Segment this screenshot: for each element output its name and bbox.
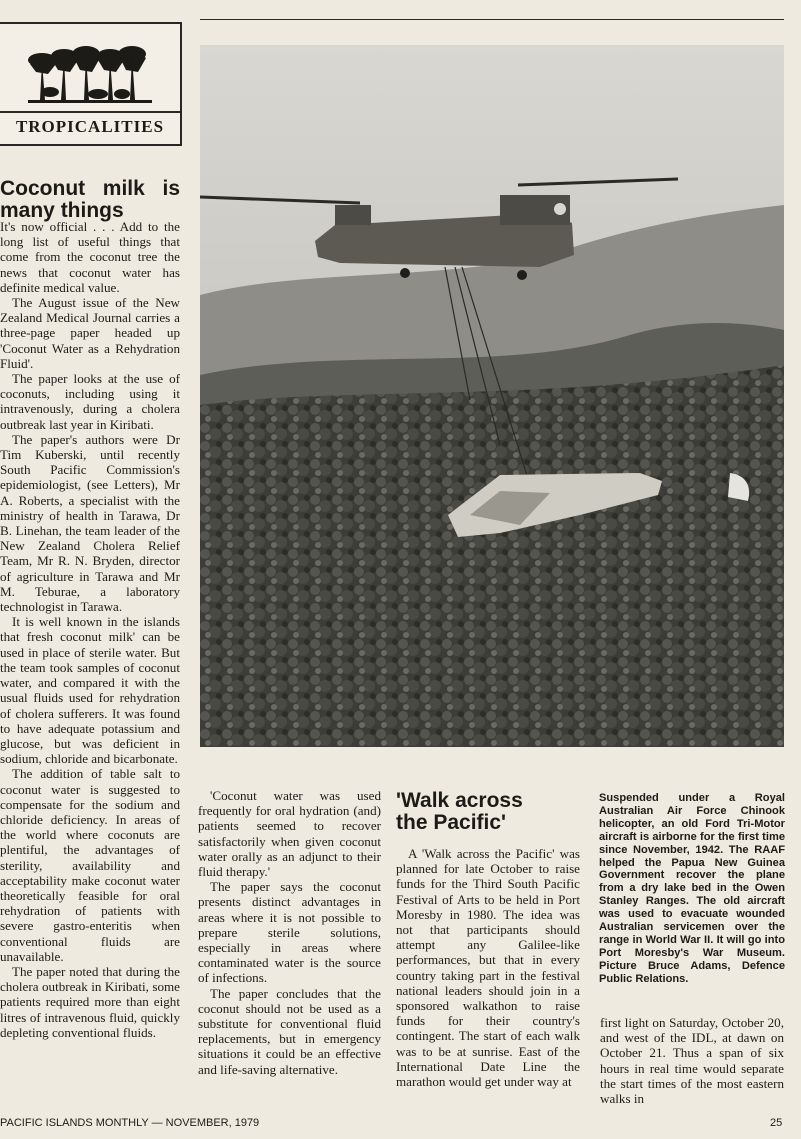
article-column-4 [600,1015,784,1106]
paragraph: 'Coconut water was used frequently for oral hydration (and) patients seemed to recover satisfactorily when given coconut water orally as an adjunct to their fluid therapy.' [198,788,381,880]
article-headline [0,178,180,222]
article-column-2 [198,788,381,1077]
paragraph: The addition of table salt to coconut water is suggested to compensate for the sodium and chloride deficiency. In areas of the world where coconuts are plentiful, the advantages of sterility, availability and acceptability make coconut water theoretically feasible for oral rehydration of patients with severe gastro-enteritis when conventional fluids are unavailable. [0,766,180,964]
paragraph: It's now official . . . Add to the long list of useful things that come from the coconut tree the news that coconut water has definite medical value. [0,219,180,295]
top-rule [200,19,784,20]
palm-trees-icon [28,34,152,112]
article-column-3 [396,846,580,1089]
paragraph: The paper noted that during the cholera outbreak in Kiribati, some patients required more than eight litres of intravenous fluid, quickly depleting conventional fluids. [0,963,180,1040]
paragraph: The paper's authors were Dr Tim Kuberski, until recently South Pacific Commission's epidemiologist, (see Letters), Mr A. Roberts, a specialist with the ministry of health in Tarawa, Dr B. Linehan, the team leader of the New Zealand Cholera Relief Team, Mr R. N. Bryden, director of agriculture in Tarawa and Mr M. Teburae, a laboratory technologist in Tarawa. [0,431,180,615]
paragraph: The paper looks at the use of coconuts, including using it intravenously, during a cholera outbreak last year in Kiribati. [0,371,180,432]
paragraph: The August issue of the New Zealand Medical Journal carries a three-page paper headed up 'Coconut Water as a Rehydration Fluid'. [0,295,180,371]
paragraph: The paper concludes that the coconut should not be used as a substitute for conventional fluid replacements, but in emergency situations it could be an effective and life-saving alternative. [198,985,381,1077]
walk-headline [396,790,586,834]
paragraph: first light on Saturday, October 20, and west of the IDL, at dawn on October 21. Thus a span of six hours in real time would separate the start times of the most eastern walks in [600,1015,784,1107]
photo-caption: Suspended under a Royal Australian Air Force Chinook helicopter, an old Ford Tri-Motor aircraft is airborne for the first time since November, 1942. The RAAF helped the Papua New Guinea Government recover the plane from a dry lake bed in the Owen Stanley Ranges. The old aircraft was used to evacuate wounded Australian servicemen over the range in World War II. It will go into Port Moresby's War Museum. Picture Bruce Adams, Defence Public Relations. [599,792,785,985]
section-title: TROPICALITIES [0,111,180,137]
paragraph: The paper says the coconut presents distinct advantages in areas where it is not possible to prepare sterile solutions, especially in areas where contaminated water is the source of infections. [198,879,381,986]
article-column-1 [0,219,180,1040]
publication-footer: PACIFIC ISLANDS MONTHLY — NOVEMBER, 1979 [0,1117,260,1129]
helicopter-photo [200,45,784,747]
headline-line-2: many things [0,199,124,222]
section-logo [0,22,182,146]
walk-headline-line-1: 'Walk across [396,789,523,812]
walk-headline-line-2: the Pacific' [396,811,507,834]
page-number: 25 [770,1117,783,1129]
headline-line-1: Coconut milk is [0,177,180,200]
paragraph: A 'Walk across the Pacific' was planned for late October to raise funds for the Third South Pacific Festival of Arts to be held in Port Moresby in 1980. The idea was not that participants should attempt any Galilee-like performances, but that in every country taking part in the festival national leaders should join in a sponsored walkathon to raise funds for their country's contingent. The start of each walk was to be at sunrise. East of the International Date Line the marathon would get under way at [396,846,580,1090]
paragraph: It is well known in the islands that fresh coconut milk' can be used in place of sterile water. But the team took samples of coconut water, and compared it with the usual fluids used for rehydration of cholera sufferers. It was found to have adequate potassium and glucose, but was deficient in sodium, chloride and bicarbonate. [0,614,180,767]
